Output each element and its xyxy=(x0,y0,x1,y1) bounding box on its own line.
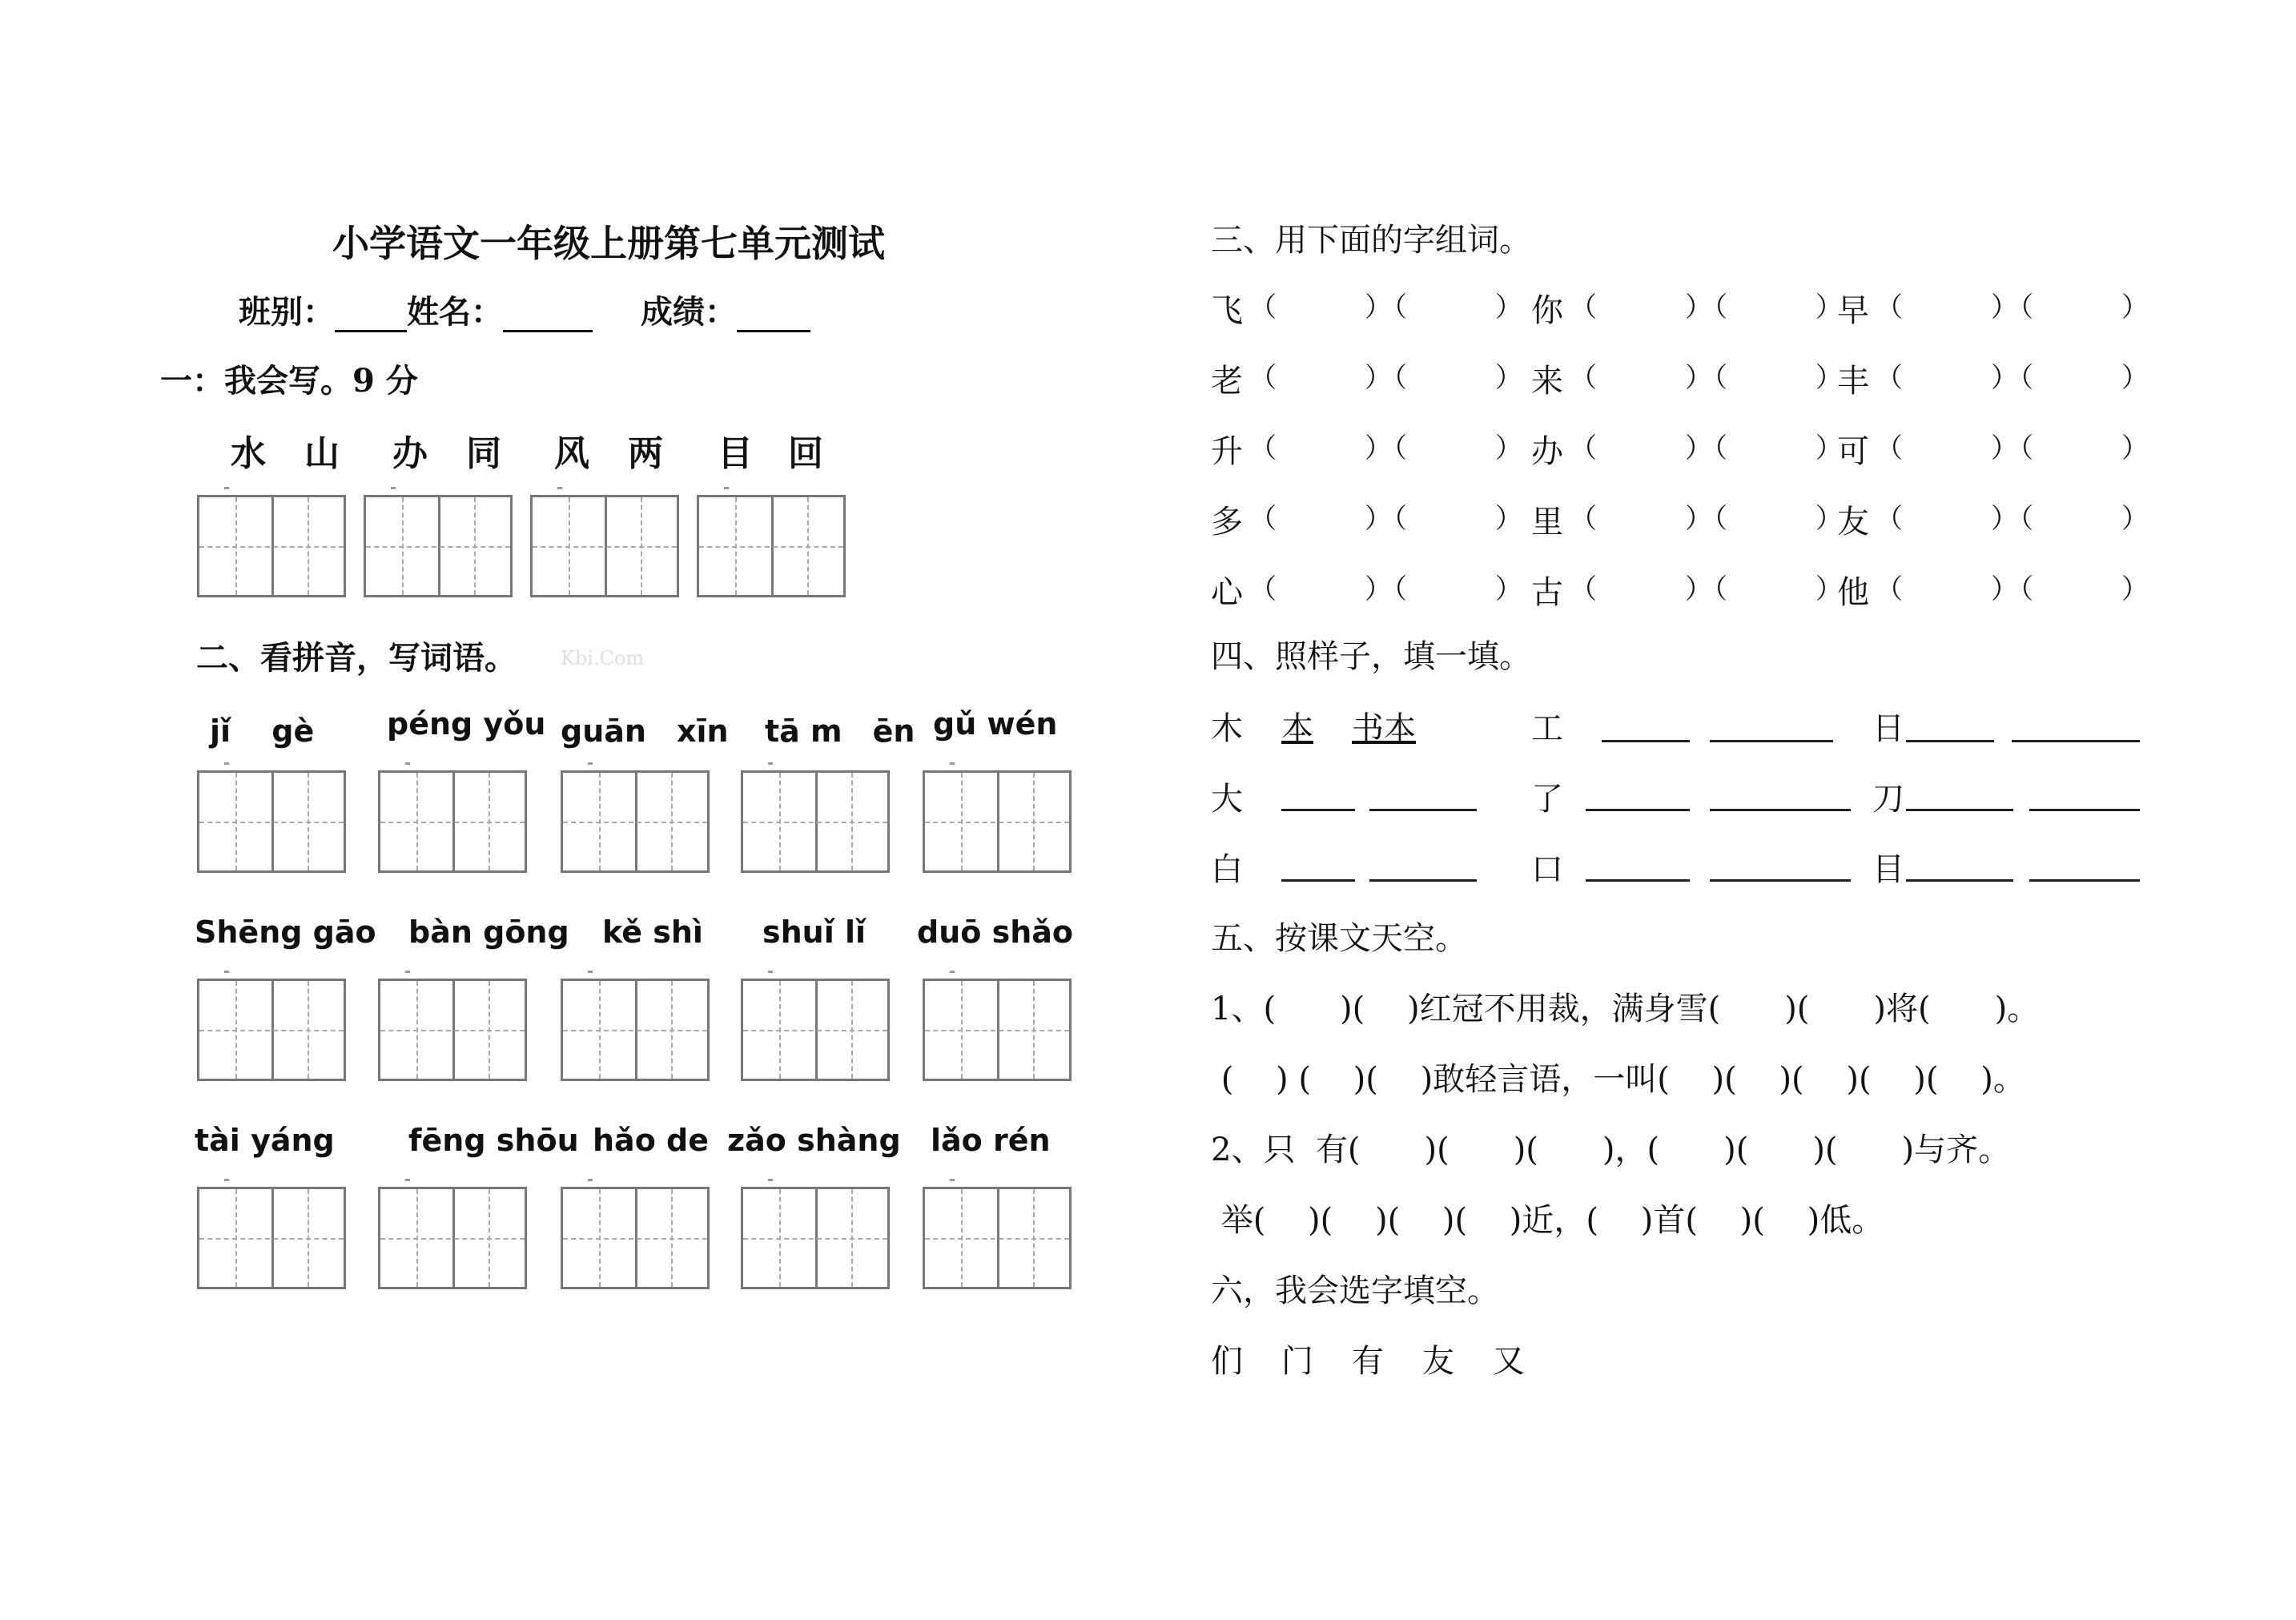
grid-guide-line xyxy=(380,822,525,823)
section-5-line-3: 2、只 有( )( )( )，( )( )( )与齐。 xyxy=(1211,1132,2011,1168)
grid-mark xyxy=(224,487,229,489)
example-word-1: 本 xyxy=(1281,710,1313,747)
grid-mark xyxy=(950,971,955,973)
blank-line[interactable] xyxy=(1906,740,1994,742)
grid-guide-line xyxy=(563,822,707,823)
blank-line[interactable] xyxy=(1710,879,1851,882)
section-5-line-1: 1、( )( )红冠不用裁，满身雪( )( )将( )。 xyxy=(1211,991,2040,1027)
blank-line[interactable] xyxy=(1369,809,1477,811)
blank-line[interactable] xyxy=(1281,809,1355,811)
pinyin: zǎo shàng xyxy=(727,1123,901,1158)
pinyin: gǔ wén xyxy=(933,706,1058,742)
word-char: 老 xyxy=(1211,363,1243,400)
word-char: 他 xyxy=(1837,574,1869,611)
word-char: 来 xyxy=(1531,363,1563,400)
word-char: 早 xyxy=(1837,292,1869,329)
answer-parens[interactable]: （ ）（ ） xyxy=(1249,362,1524,394)
grid-mark xyxy=(224,1179,229,1181)
blank-line[interactable] xyxy=(1906,809,2013,811)
grid-mark xyxy=(405,1179,410,1181)
char-1: 水 xyxy=(231,433,266,474)
class-blank[interactable] xyxy=(335,303,407,332)
answer-parens[interactable]: （ ）（ ） xyxy=(1876,573,2150,605)
writing-grid[interactable] xyxy=(197,770,346,873)
choice-char: 们 xyxy=(1211,1343,1243,1380)
pinyin: bàn gōng xyxy=(408,915,569,950)
item-char-le: 了 xyxy=(1531,781,1563,818)
char-2: 山 xyxy=(304,433,340,474)
word-char: 飞 xyxy=(1211,292,1243,329)
answer-parens[interactable]: （ ）（ ） xyxy=(1876,503,2150,535)
section-6-heading: 六，我会选字填空。 xyxy=(1211,1272,1499,1309)
grid-guide-line xyxy=(380,1238,525,1240)
grid-mark xyxy=(557,487,562,489)
pinyin: duō shǎo xyxy=(917,915,1074,950)
grid-guide-line xyxy=(380,1030,525,1031)
pinyin: kě shì xyxy=(602,915,703,950)
writing-grid[interactable] xyxy=(561,979,710,1081)
word-char: 丰 xyxy=(1837,363,1869,400)
section-5-heading: 五、按课文天空。 xyxy=(1211,920,1467,957)
answer-parens[interactable]: （ ）（ ） xyxy=(1249,573,1524,605)
example-char: 木 xyxy=(1211,710,1243,747)
writing-grid[interactable] xyxy=(697,495,846,597)
answer-parens[interactable]: （ ）（ ） xyxy=(1876,432,2150,464)
choice-char: 门 xyxy=(1281,1343,1313,1380)
writing-grid[interactable] xyxy=(530,495,679,597)
grid-mark xyxy=(950,762,955,765)
answer-parens[interactable]: （ ）（ ） xyxy=(1249,432,1524,464)
word-char: 办 xyxy=(1531,433,1563,470)
grid-guide-line xyxy=(199,1030,344,1031)
answer-parens[interactable]: （ ）（ ） xyxy=(1570,291,1844,324)
pinyin: jǐ gè xyxy=(210,714,315,749)
grid-guide-line xyxy=(699,546,843,548)
grid-mark xyxy=(950,1179,955,1181)
grid-mark xyxy=(768,1179,773,1181)
blank-line[interactable] xyxy=(2012,740,2140,742)
example-word-2: 书本 xyxy=(1352,710,1416,747)
writing-grid[interactable] xyxy=(923,979,1072,1081)
choice-char: 友 xyxy=(1422,1343,1454,1380)
grid-guide-line xyxy=(533,546,677,548)
pinyin: Shēng gāo xyxy=(195,915,376,950)
section-4-heading: 四、照样子，填一填。 xyxy=(1211,638,1531,675)
item-char-gong: 工 xyxy=(1531,710,1563,747)
pinyin: tài yáng xyxy=(195,1123,335,1158)
blank-line[interactable] xyxy=(1281,879,1355,882)
writing-grid[interactable] xyxy=(197,495,346,597)
score-blank[interactable] xyxy=(737,303,810,332)
grid-guide-line xyxy=(199,822,344,823)
item-char-kou: 口 xyxy=(1531,851,1563,888)
char-8: 回 xyxy=(788,433,823,474)
word-char: 心 xyxy=(1211,574,1243,611)
item-char-ri: 日 xyxy=(1872,710,1904,747)
pinyin: hǎo de xyxy=(593,1123,710,1158)
grid-guide-line xyxy=(563,1238,707,1240)
blank-line[interactable] xyxy=(2029,809,2140,811)
grid-mark xyxy=(724,487,729,489)
section-5-line-2: ( ) ( )( )敢轻言语，一叫( )( )( )( )( )。 xyxy=(1211,1061,2025,1098)
blank-line[interactable] xyxy=(1586,809,1690,811)
writing-grid[interactable] xyxy=(378,770,527,873)
grid-mark xyxy=(405,762,410,765)
grid-guide-line xyxy=(743,1238,887,1240)
choice-char: 又 xyxy=(1493,1343,1525,1380)
writing-grid[interactable] xyxy=(197,979,346,1081)
grid-mark xyxy=(588,762,593,765)
answer-parens[interactable]: （ ）（ ） xyxy=(1876,291,2150,324)
section-1-heading: 一：我会写。9 分 xyxy=(160,362,418,400)
grid-mark xyxy=(588,971,593,973)
answer-parens[interactable]: （ ）（ ） xyxy=(1876,362,2150,394)
pinyin: fēng shōu xyxy=(408,1123,579,1158)
grid-guide-line xyxy=(563,1030,707,1031)
char-3: 办 xyxy=(392,433,428,474)
writing-grid[interactable] xyxy=(923,770,1072,873)
word-char: 可 xyxy=(1837,433,1869,470)
grid-mark xyxy=(224,762,229,765)
word-char: 升 xyxy=(1211,433,1243,470)
char-4: 同 xyxy=(466,433,501,474)
writing-grid[interactable] xyxy=(378,1187,527,1289)
writing-grid[interactable] xyxy=(741,1187,890,1289)
answer-parens[interactable]: （ ）（ ） xyxy=(1249,291,1524,324)
student-info xyxy=(239,287,810,332)
writing-grid[interactable] xyxy=(364,495,513,597)
grid-guide-line xyxy=(366,546,510,548)
char-5: 风 xyxy=(554,433,589,474)
blank-line[interactable] xyxy=(2029,879,2140,882)
grid-guide-line xyxy=(925,1030,1069,1031)
class-label: 班别： xyxy=(239,293,335,331)
grid-guide-line xyxy=(743,1030,887,1031)
word-char: 里 xyxy=(1531,504,1563,541)
pinyin: guān xīn xyxy=(561,714,729,749)
item-char-da: 大 xyxy=(1211,781,1243,818)
pinyin: péng yǒu xyxy=(387,706,546,742)
answer-parens[interactable]: （ ）（ ） xyxy=(1570,503,1844,535)
page-title: 小学语文一年级上册第七单元测试 xyxy=(332,222,885,265)
section-2-heading: 二、看拼音，写词语。 xyxy=(196,639,517,677)
blank-line[interactable] xyxy=(1710,809,1851,811)
char-7: 目 xyxy=(718,433,753,474)
writing-grid[interactable] xyxy=(561,1187,710,1289)
blank-line[interactable] xyxy=(1710,740,1833,742)
section-3-heading: 三、用下面的字组词。 xyxy=(1211,222,1531,259)
grid-guide-line xyxy=(743,822,887,823)
section-5-line-4: 举( )( )( )( )近，( )首( )( )低。 xyxy=(1211,1202,1884,1239)
blank-line[interactable] xyxy=(1602,740,1690,742)
word-char: 友 xyxy=(1837,504,1869,541)
blank-line[interactable] xyxy=(1586,879,1690,882)
word-char: 古 xyxy=(1531,574,1563,611)
watermark-text: Kbi.Com xyxy=(561,647,645,669)
word-char: 多 xyxy=(1211,504,1243,541)
pinyin: lǎo rén xyxy=(931,1123,1051,1158)
grid-mark xyxy=(768,762,773,765)
grid-mark xyxy=(405,971,410,973)
choice-char: 有 xyxy=(1352,1343,1384,1380)
grid-guide-line xyxy=(925,822,1069,823)
blank-line[interactable] xyxy=(1369,879,1477,882)
answer-parens[interactable]: （ ）（ ） xyxy=(1570,573,1844,605)
pinyin: tā m ēn xyxy=(765,714,915,749)
answer-parens[interactable]: （ ）（ ） xyxy=(1570,362,1844,394)
item-char-bai: 白 xyxy=(1211,851,1243,888)
answer-parens[interactable]: （ ）（ ） xyxy=(1249,503,1524,535)
blank-line[interactable] xyxy=(1906,879,2013,882)
answer-parens[interactable]: （ ）（ ） xyxy=(1570,432,1844,464)
grid-mark xyxy=(224,971,229,973)
writing-grid[interactable] xyxy=(561,770,710,873)
grid-mark xyxy=(768,971,773,973)
item-char-dao: 刀 xyxy=(1872,781,1904,818)
writing-grid[interactable] xyxy=(378,979,527,1081)
grid-mark xyxy=(588,1179,593,1181)
writing-grid[interactable] xyxy=(741,979,890,1081)
writing-grid[interactable] xyxy=(197,1187,346,1289)
name-label: 姓名： xyxy=(407,293,503,331)
item-char-mu: 目 xyxy=(1872,851,1904,888)
char-6: 两 xyxy=(628,433,663,474)
grid-guide-line xyxy=(199,546,344,548)
score-label: 成绩： xyxy=(641,293,737,331)
name-blank[interactable] xyxy=(503,303,593,332)
grid-guide-line xyxy=(925,1238,1069,1240)
writing-grid[interactable] xyxy=(923,1187,1072,1289)
grid-mark xyxy=(391,487,396,489)
grid-guide-line xyxy=(199,1238,344,1240)
writing-grid[interactable] xyxy=(741,770,890,873)
pinyin: shuǐ lǐ xyxy=(762,915,867,950)
word-char: 你 xyxy=(1531,292,1563,329)
